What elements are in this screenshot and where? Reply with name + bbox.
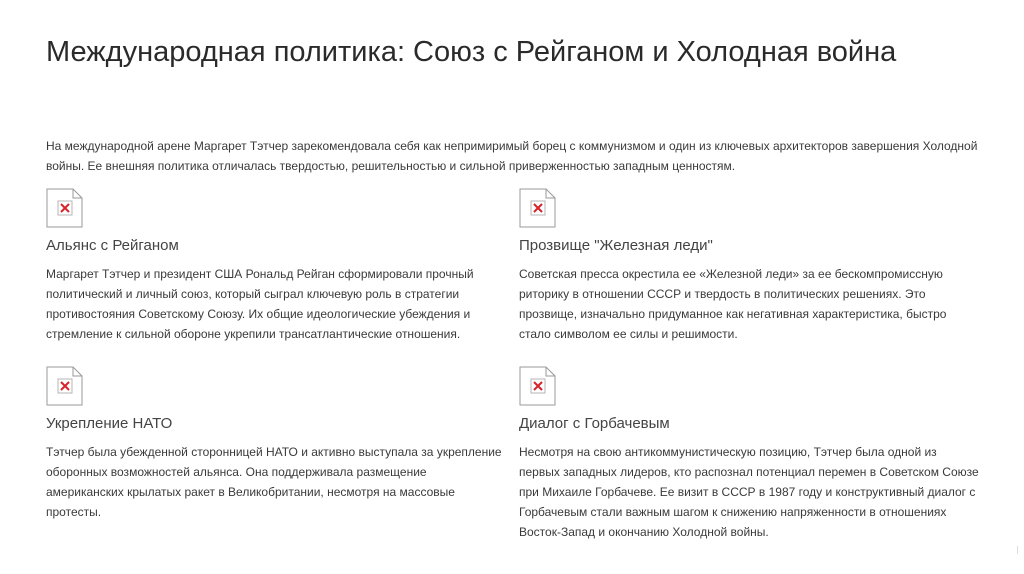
card-heading: Прозвище "Железная леди" — [519, 237, 713, 254]
broken-image-icon — [46, 188, 84, 228]
broken-image-icon — [46, 366, 84, 406]
card-nato — [46, 366, 506, 519]
card-heading: Альянс с Рейганом — [46, 237, 179, 254]
broken-image-icon — [519, 188, 557, 228]
card-body: Маргарет Тэтчер и президент США Рональд Рейган сформировали прочный политический и личный союз, который сыграл ключевую роль в стратегии противостояния Советскому Союзу. Их общие идеологические убеждения и стремление к сильной обороне укрепили трансатлантические отношения. — [46, 267, 474, 341]
card-gorbachev-dialogue — [519, 366, 979, 539]
card-body: Тэтчер была убежденной сторонницей НАТО и активно выступала за укрепление оборонных возможностей альянса. Она поддерживала размещение американских крылатых ракет в Великобритании, несмотря на массовые протесты. — [46, 445, 502, 519]
card-reagan-alliance — [46, 188, 506, 341]
card-body: Несмотря на свою антикоммунистическую позицию, Тэтчер была одной из первых западных лидеров, кто распознал потенциал перемен в Советском Союзе при Михаиле Горбачеве. Ее визит в СССР в 1987 году и конструктивный диалог с Горбачевым стали важным шагом к снижению напряженности в отношениях Восток-Запад и окончанию Холодной войны. — [519, 445, 979, 539]
card-heading: Диалог с Горбачевым — [519, 415, 670, 432]
card-body: Советская пресса окрестила ее «Железной леди» за ее бескомпромиссную риторику в отношении СССР и твердость в политических решениях. Это прозвище, изначально придуманное как негативная характеристика, быстро стало символом ее силы и решимости. — [519, 267, 947, 341]
card-iron-lady — [519, 188, 979, 341]
slide-edge-marker — [1017, 546, 1018, 554]
broken-image-icon — [519, 366, 557, 406]
intro-paragraph: На международной арене Маргарет Тэтчер зарекомендовала себя как непримиримый борец с коммунизмом и один из ключевых архитекторов завершения Холодной войны. Ее внешняя политика отличалась твердостью, решительностью и сильной приверженностью западным ценностям. — [46, 139, 978, 173]
page-title: Международная политика: Союз с Рейганом и Холодная война — [46, 36, 897, 68]
card-heading: Укрепление НАТО — [46, 415, 173, 432]
